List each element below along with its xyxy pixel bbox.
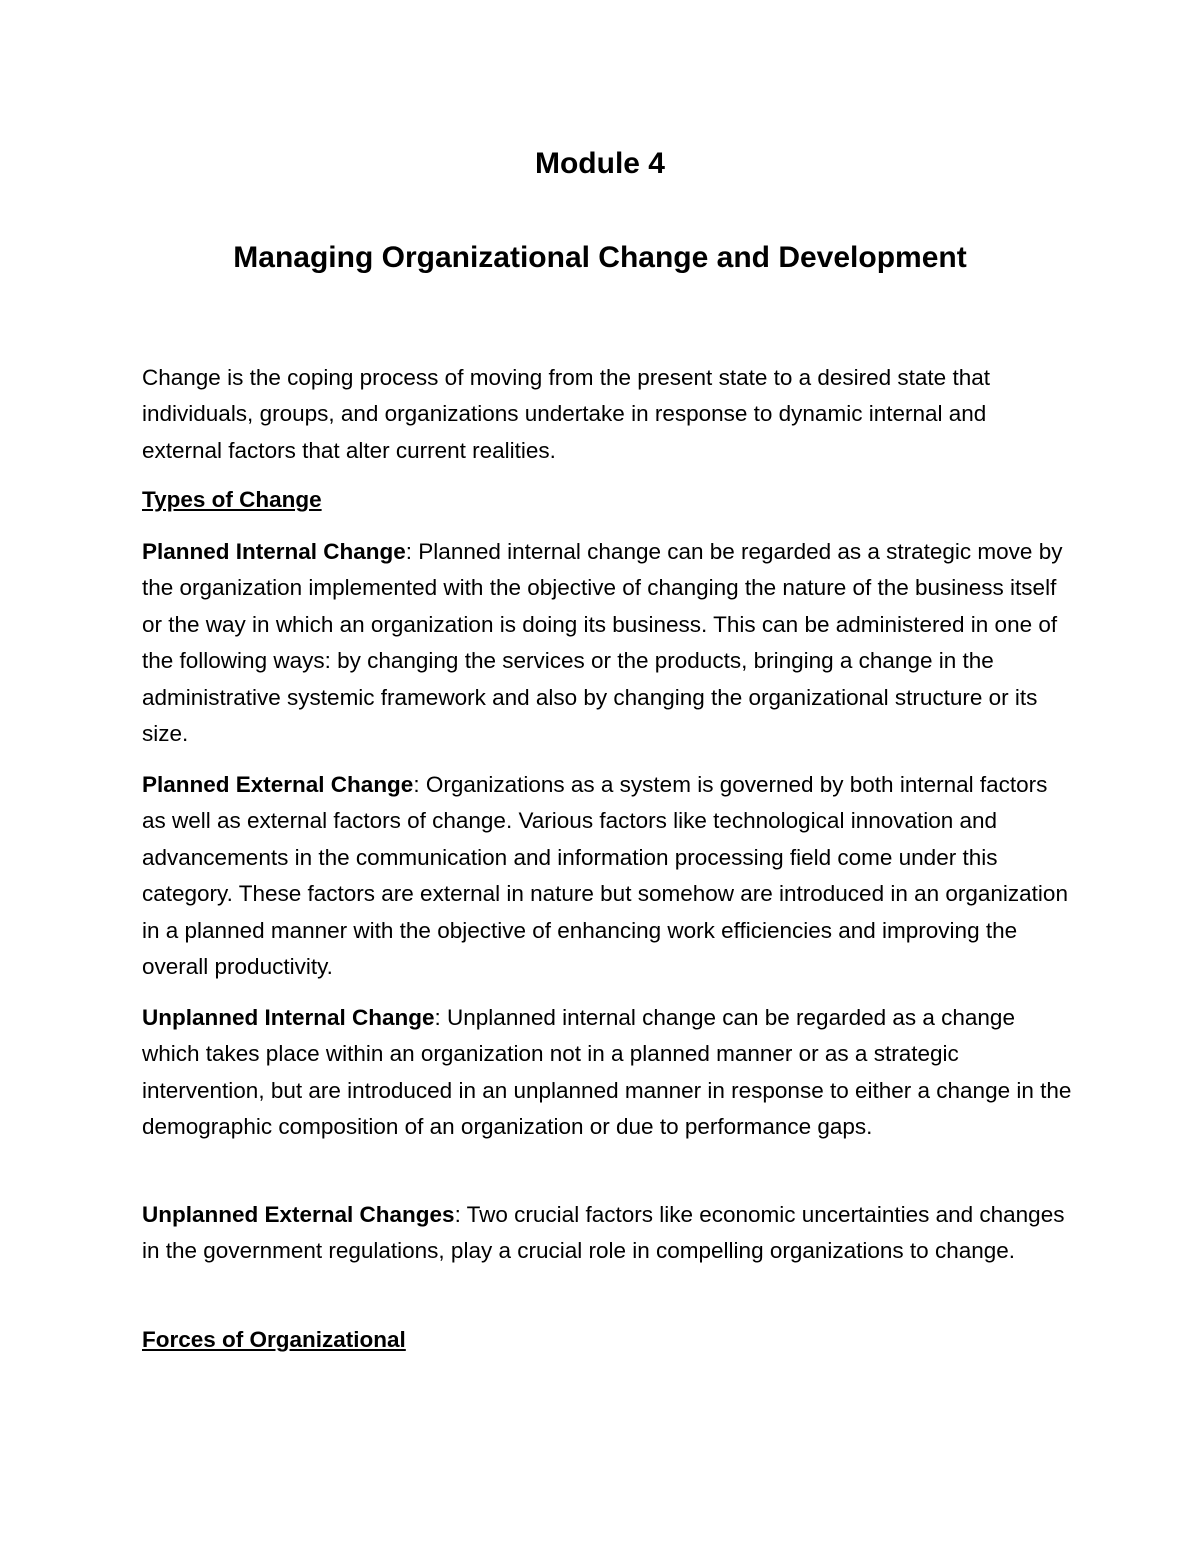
term-description: : Unplanned internal change can be regarded as a change which takes place within an organization not in a planned manner or as a strategic intervention, but are introduced in an unplanned manner in response to either a change in the demographic composition of an organization or due to performance gaps. — [142, 1005, 1072, 1140]
paragraph-planned-external-change — [142, 767, 1072, 985]
term-description: : Two crucial factors like economic uncertainties and changes in the government regulations, play a crucial role in compelling organizations to change. — [142, 1202, 1065, 1264]
paragraph-planned-internal-change — [142, 534, 1072, 752]
section-heading-forces-of-organizational: Forces of Organizational — [142, 1327, 406, 1352]
term-label: Planned External Change — [142, 772, 414, 797]
paragraph-unplanned-internal-change — [142, 1000, 1072, 1146]
paragraph-unplanned-external-changes — [142, 1197, 1072, 1270]
term-description: : Planned internal change can be regarded as a strategic move by the organization implemented with the objective of changing the nature of the business itself or the way in which an organization is doing its business. This can be administered in one of the following ways: by changing the services or the products, bringing a change in the administrative systemic framework and also by changing the organizational structure or its size. — [142, 539, 1063, 747]
term-description: : Organizations as a system is governed by both internal factors as well as external factors of change. Various factors like technological innovation and advancements in the communication and information processing field come under this category. These factors are external in nature but somehow are introduced in an organization in a planned manner with the objective of enhancing work efficiencies and improving the overall productivity. — [142, 772, 1068, 980]
term-label: Unplanned External Changes — [142, 1202, 455, 1227]
term-label: Unplanned Internal Change — [142, 1005, 435, 1030]
document-title: Managing Organizational Change and Development — [233, 241, 967, 274]
section-heading-types-of-change: Types of Change — [142, 487, 322, 512]
term-label: Planned Internal Change — [142, 539, 406, 564]
intro-paragraph: Change is the coping process of moving from the present state to a desired state that individuals, groups, and organizations undertake in response to dynamic internal and external factors that alter current realities. — [142, 365, 990, 463]
module-title: Module 4 — [534, 147, 665, 180]
